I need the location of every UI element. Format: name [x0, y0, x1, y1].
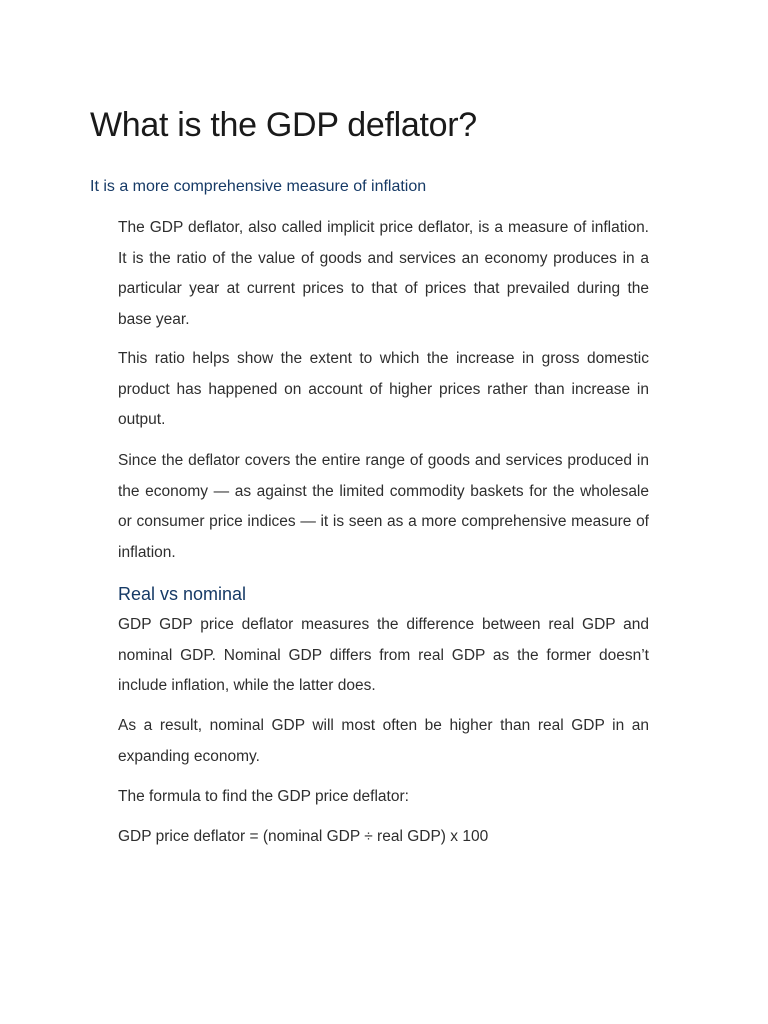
- paragraph-coverage: Since the deflator covers the entire range of goods and services produced in the economy — as against the limited commodity baskets for the wholesale or consumer price indices — it is seen as a more comprehensive measure of inflation.: [118, 452, 649, 561]
- formula-text: GDP price deflator = (nominal GDP ÷ real GDP) x 100: [118, 828, 489, 845]
- section-heading-real-vs-nominal: Real vs nominal: [118, 584, 247, 604]
- page-title: What is the GDP deflator?: [90, 106, 477, 144]
- paragraph-expanding-economy: As a result, nominal GDP will most often be higher than real GDP in an expanding economy.: [118, 717, 649, 765]
- paragraph-formula-intro: The formula to find the GDP price deflator:: [118, 788, 409, 805]
- paragraph-ratio: This ratio helps show the extent to which the increase in gross domestic product has happened on account of higher prices rather than increase in output.: [118, 350, 649, 428]
- paragraph-real-nominal-difference: GDP GDP price deflator measures the difference between real GDP and nominal GDP. Nominal GDP differs from real GDP as the former doesn’t include inflation, while the latter does.: [118, 616, 649, 694]
- page-subtitle: It is a more comprehensive measure of inflation: [90, 178, 427, 195]
- paragraph-definition: The GDP deflator, also called implicit price deflator, is a measure of inflation. It is the ratio of the value of goods and services an economy produces in a particular year at current prices to that of prices that prevailed during the base year.: [118, 219, 649, 328]
